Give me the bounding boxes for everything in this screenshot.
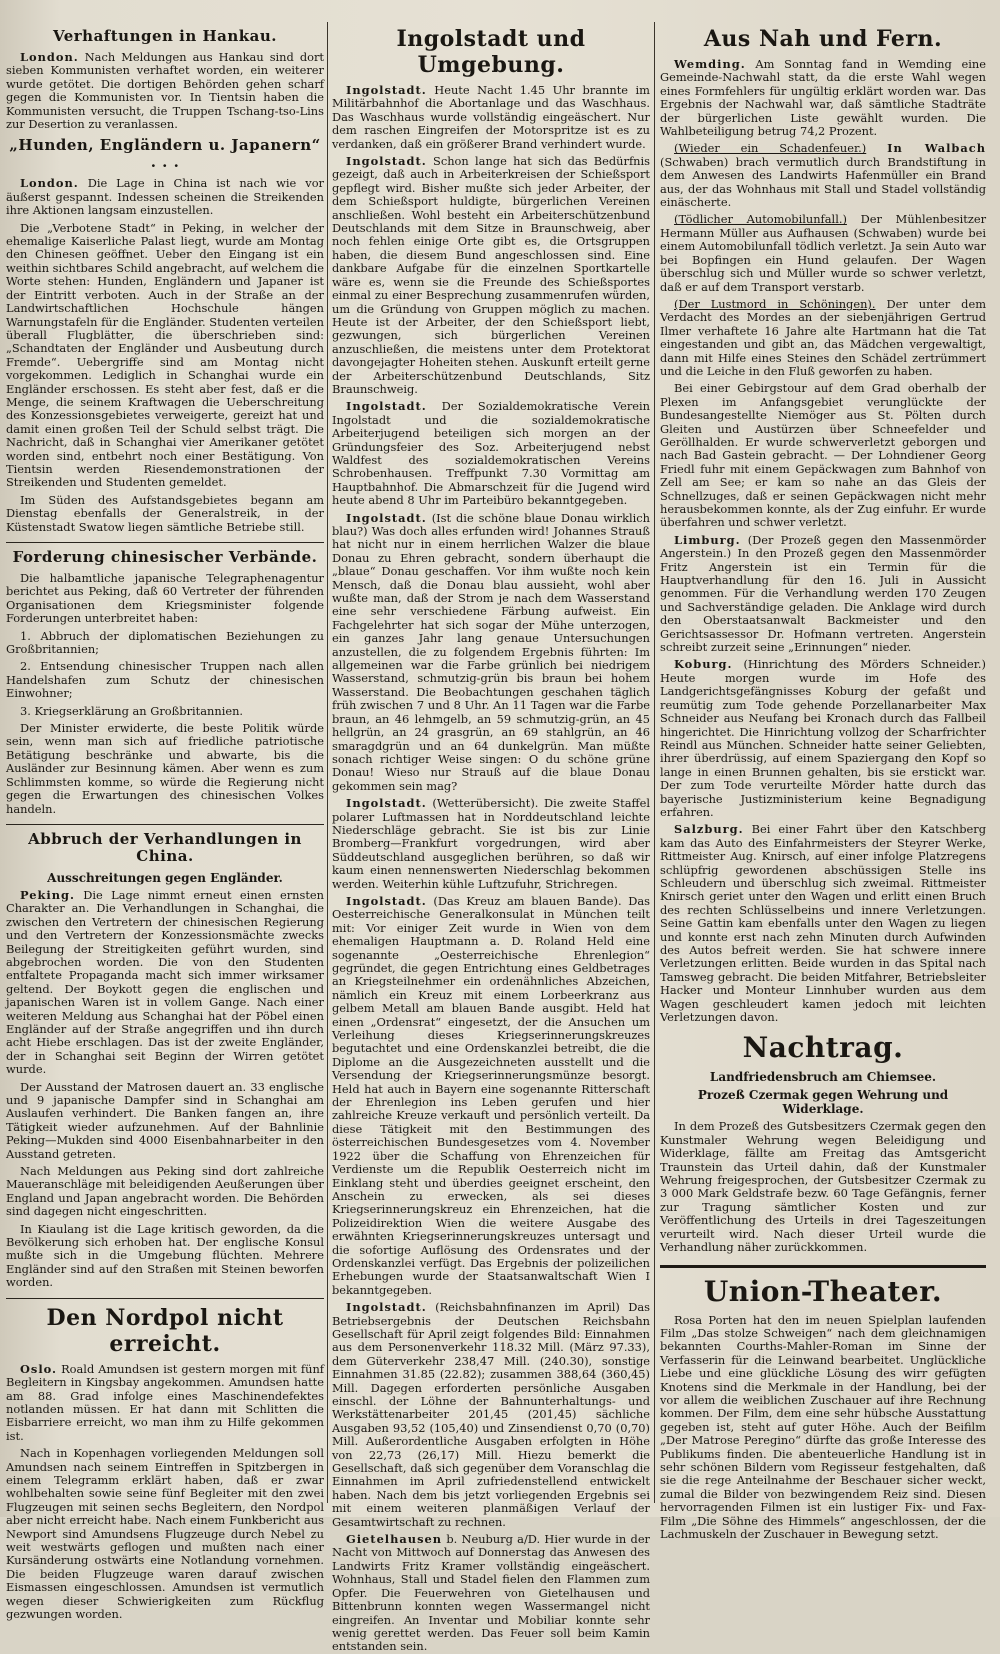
headline-nordpol: Den Nordpol nicht erreicht.	[46, 1304, 284, 1357]
dateline: Ingolstadt.	[346, 510, 427, 525]
dateline: Limburg.	[674, 532, 741, 547]
news-item: Wemding. Am Sonntag fand in Wemding eine Gemeinde-Nachwahl statt, da die erste Wahl wegen eines Formfehlers für ungültig erklärt worden war. Das Ergebnis der Nachwahl war, daß sämtliche Stadträte der bürgerlichen Liste gewählt wurden. Die Wahlbeteiligung betrug 74,2 Prozent.	[660, 57, 986, 139]
article-paragraph: In dem Prozeß des Gutsbesitzers Czermak gegen den Kunstmaler Wehrung wegen Beleidigung und Widerklage, fällte am Freitag das Amtsgericht Traunstein das Urteil dahin, daß der Kunstmaler Wehrung freigesprochen, der Gutsbesitzer Czermak zu 3 000 Mark Geldstrafe bezw. 60 Tage Gefängnis, ferner zur Tragung sämtlicher Kosten und zur Veröffentlichung des Urteils in drei Tageszeitungen verurteilt wird. Nach dieser Urteil wurde die Verhandlung näher zurückkommen.	[660, 1119, 986, 1255]
article-paragraph: London. Nach Meldungen aus Hankau sind dort sieben Kommunisten verhaftet worden, ein weiterer wurde getötet. Die dortigen Behörden gehen scharf gegen die Kommunisten vor. In Tientsin haben die Kommunisten versucht, die Truppen Tschang-tso-Lins zur Desertion zu veranlassen.	[6, 50, 324, 132]
article-separator	[660, 1265, 986, 1268]
dateline: In Walbach	[887, 141, 986, 156]
subheadline: Prozeß Czermak gegen Wehrung und Widerklage.	[697, 1088, 949, 1117]
headline-hunden: „Hunden, Engländern u. Japanern“ . . .	[9, 136, 321, 172]
column-left	[6, 22, 324, 1621]
article-paragraph: Nach Meldungen aus Peking sind dort zahlreiche Maueranschläge mit beleidigenden Aeußerungen über England und Japan angebracht worden. Die Behörden sind dagegen nicht eingeschritten.	[6, 1164, 324, 1219]
news-item: Bei einer Gebirgstour auf dem Grad oberhalb der Plexen im Anfangsgebiet verunglückte der Bundesangestellte Niemöger aus St. Pölten durch Gleiten und Austürzen über Schneefelder und Geröllhalden. Er wurde schwerverletzt geborgen und nach Bad Gastein gebracht. — Der Lohndiener Georg Friedl fuhr mit einem Gepäckwagen zum Bahnhof von Zell am See; er kam so nahe an das Gleis der Schnellzuges, daß er seinen Gepäckwagen nicht mehr herausbekommen konnte, als der Zug einfuhr. Er wurde überfahren und schwer verletzt.	[660, 381, 986, 530]
column-rule	[327, 22, 328, 1503]
list-item: 1. Abbruch der diplomatischen Beziehungen zu Großbritannien;	[6, 628, 324, 657]
column-right	[660, 22, 987, 1541]
column-rule	[654, 22, 655, 1503]
article-paragraph: London. Die Lage in China ist nach wie vor äußerst gespannt. Indessen scheinen die Streikenden ihre Aktionen langsam einzustellen.	[6, 176, 324, 218]
news-item: Ingolstadt. (Ist die schöne blaue Donau wirklich blau?) Was doch alles erfunden wird! Johannes Strauß hat nicht nur in einem herrlichen Walzer die blaue Donau zu Ehren gebracht, sondern überhaupt die „blaue“ Donau geschaffen. Vor ihm wußte noch kein Mensch, daß die Donau blau aussieht, wohl aber wußte man, daß der Strom je nach dem Wasserstand eine sehr verschiedene Färbung aufweist. Ein Fachgelehrter hat sich sogar der Mühe unterzogen, ein ganzes Jahr lang genaue Untersuchungen anzustellen, die zu folgendem Ergebnis führten: Im allgemeinen war die Farbe grünlich bei niedrigem Wasserstand, schmutzig-grün bis braun bei hohem Wasserstand. Die Beobachtungen geschahen täglich früh zwischen 7 und 8 Uhr. An 11 Tagen war die Farbe braun, an 46 lehmgelb, an 59 schmutzig-grün, an 45 hellgrün, an 24 grasgrün, an 69 stahlgrün, an 46 smaragdgrün und an 64 dunkelgrün. Man müßte sonach richtiger Weise singen: O du schöne grüne Donau! Wieso nur Strauß auf die blaue Donau gekommen sein mag?	[332, 510, 650, 793]
dateline: Ingolstadt.	[346, 1300, 427, 1315]
article-paragraph: Der Minister erwiderte, die beste Politik würde sein, wenn man sich auf friedliche patriotische Betätigung beschränke und abwarte, bis die Ausländer zur Besinnung kämen. Aber wenn es zum Schlimmsten komme, so würde die Regierung nicht gegen die Erwartungen des chinesischen Volkes handeln.	[6, 721, 324, 816]
dateline: Salzburg.	[674, 822, 744, 837]
news-item: Ingolstadt. (Das Kreuz am blauen Bande). Das Oesterreichische Generalkonsulat in München teilt mit: Vor einiger Zeit wurde in Wien von dem ehemaligen Hauptmann a. D. Roland Held eine sogenannte „Oesterreichische Ehrenlegion“ gegründet, die gegen Entrichtung eines Geldbetrages an Kriegsteilnehmer ein ordenähnliches Abzeichen, nämlich ein Kreuz mit einem Lorbeerkranz aus gelbem Metall am blauen Bande ausgibt. Held hat einen „Ordensrat“ eingesetzt, der die Ansuchen um Verleihung dieses Kriegserinnerungskreuzes begutachtet und eine Ordenskanzlei betreibt, die die Diplome an die Ausgezeichneten ausstellt und die Versendung der Kriegserinnerungsmünze besorgt. Held hat auch in Bayern eine sogenannte Ritterschaft der Ehrenlegion ins Leben gerufen und hier zahlreiche Kreuze verkauft und persönlich verteilt. Da diese Tätigkeit mit den Bestimmungen des österreichischen Bundesgesetzes vom 4. November 1922 über die Schaffung von Ehrenzeichen für Verdienste um die Republik Oesterreich nicht im Einklang steht und überdies geeignet erscheint, den Anschein zu erwecken, als sei dieses Kriegserinnerungskreuz ein Ehrenzeichen, hat die Polizeidirektion Wien die weitere Ausgabe des erwähnten Kriegserinnerungskreuzes untersagt und die sofortige Auflösung des Ordensrates und der Ordenskanzlei verfügt. Das Ergebnis der polizeilichen Erhebungen wurde der Staatsanwaltschaft Wien I bekanntgegeben.	[332, 893, 650, 1297]
news-item: Limburg. (Der Prozeß gegen den Massenmörder Angerstein.) In den Prozeß gegen den Massenmörder Fritz Angerstein ist ein Termin für die Hauptverhandlung für den 16. Juli in Aussicht genommen. Für die Verhandlung werden 170 Zeugen und Sachverständige geladen. Die Anklage wird durch den Oberstaatsanwalt Backmeister und den Gerichtsassessor Dr. Hofmann vertreten. Angerstein schreibt zurzeit seine „Erinnungen“ nieder.	[660, 532, 986, 655]
news-item: (Wieder ein Schadenfeuer.) In Walbach (Schwaben) brach vermutlich durch Brandstiftung in dem Anwesen des Landwirts Hafenmüller ein Brand aus, der das Wohnhaus mit Stall und Stadel vollständig einäscherte.	[660, 141, 986, 210]
headline-union-theater: Union-Theater.	[703, 1274, 943, 1308]
dateline: Wemding.	[674, 57, 746, 71]
article-paragraph: Oslo. Roald Amundsen ist gestern morgen mit fünf Begleitern in Kingsbay angekommen. Amundsen hatte am 88. Grad infolge eines Maschinendefektes notlanden müssen. Er hat dann mit Schlitten die Eisbarriere erreicht, wo man ihm zu Hilfe gekommen ist.	[6, 1361, 324, 1443]
article-separator	[6, 542, 324, 543]
article-paragraph: Die halbamtliche japanische Telegraphenagentur berichtet aus Peking, daß 60 Vertreter der führenden Organisationen dem Kriegsminister folgende Forderungen unterbreitet haben:	[6, 571, 324, 626]
headline-nachtrag: Nachtrag.	[742, 1031, 904, 1065]
article-separator	[6, 824, 324, 825]
news-item: (Der Lustmord in Schöningen). Der unter dem Verdacht des Mordes an der siebenjährigen Gertrud Ilmer verhaftete 16 Jahre alte Hartmann hat die Tat eingestanden und gibt an, das Mädchen vergewaltigt, dann mit Hilfe eines Steines den Schädel zertrümmert und die Leiche in den Fluß geworfen zu haben.	[660, 296, 986, 378]
dateline: London.	[20, 50, 79, 64]
headline-hankau: Verhaftungen in Hankau.	[52, 27, 278, 45]
column-middle	[332, 22, 651, 1654]
news-item: Ingolstadt. Heute Nacht 1.45 Uhr brannte im Militärbahnhof die Abortanlage und das Waschhaus. Das Waschhaus wurde vollständig eingeäschert. Nur dem raschen Eingreifen der Motorspritze ist es zu verdanken, daß ein größerer Brand verhindert wurde.	[332, 83, 650, 151]
section-title-ingolstadt: Ingolstadt und Umgebung.	[396, 26, 586, 78]
subheadline: Landfriedensbruch am Chiemsee.	[709, 1070, 937, 1085]
article-separator	[6, 1298, 324, 1299]
article-paragraph: Peking. Die Lage nimmt erneut einen ernsten Charakter an. Die Verhandlungen in Schanghai, die zwischen den Vertretern der chinesischen Regierung und den Vertretern der Konzessionsmächte zwecks Beilegung der Streitigkeiten geführt wurden, sind abgebrochen worden. Die von den Studenten entfaltete Propaganda macht sich immer wirksamer geltend. Der Boykott gegen die englischen und japanischen Waren ist in vollem Gange. Nach einer weiteren Meldung aus Schanghai hat der Pöbel einen Engländer auf der Straße angegriffen und ihn durch acht Hiebe erschlagen. Das ist der zweite Engländer, der in Schanghai seit Beginn der Wirren getötet wurde.	[6, 887, 324, 1077]
list-item: 2. Entsendung chinesischer Truppen nach allen Handelshafen zum Schutz der chinesischen Einwohner;	[6, 659, 324, 701]
dateline: London.	[20, 176, 79, 191]
news-item: Gietelhausen b. Neuburg a/D. Hier wurde in der Nacht von Mittwoch auf Donnerstag das Anwesen des Landwirts Fritz Kramer vollständig eingeäschert. Wohnhaus, Stall und Stadel fielen den Flammen zum Opfer. Die Feuerwehren von Gietelhausen und Bittenbrunn konnten wegen Wassermangel nicht eingreifen. An Inventar und Mobiliar konnte sehr wenig gerettet werden. Das Feuer soll beim Kamin entstanden sein.	[332, 1532, 651, 1654]
dateline: Ingolstadt.	[346, 796, 427, 811]
dateline: Peking.	[20, 887, 75, 902]
news-item: Ingolstadt. Der Sozialdemokratische Verein Ingolstadt und die sozialdemokratische Arbeiterjugend beteiligen sich morgen an der Gründungsfeier des Soz. Arbeiterjugend nebst Waldfest des sozialdemokratischen Vereins Schrobenhausen. Treffpunkt 7.30 Vormittag am Hauptbahnhof. Die Abmarschzeit für die Jugend wird heute abend 8 Uhr im Parteibüro bekanntgegeben.	[332, 399, 650, 508]
subheadline: Ausschreitungen gegen Engländer.	[47, 870, 283, 885]
news-item: Ingolstadt. (Reichsbahnfinanzen im April) Das Betriebsergebnis der Deutschen Reichsbahn Gesellschaft für April zeigt folgendes Bild: Einnahmen aus dem Personenverkehr 118.32 Mill. (März 97.33), dem Güterverkehr 238,47 Mill. (240.30), sonstige Einnahmen 31.85 (22.82); zusammen 388,64 (360,45) Mill. Dagegen erforderten persönliche Ausgaben einschl. der Löhne der Bahnunterhaltungs- und Werkstättenarbeiter 201,45 (201,45) sächliche Ausgaben 93,52 (105,40) und Zinsendienst 0,70 (0,70) Mill. Außerordentliche Ausgaben erfolgten in Höhe von 22,73 (26,17) Mill. Hiezu bemerkt die Gesellschaft, daß sich gegenüber dem Voranschlag die Einnahmen im April zufriedenstellend entwickelt haben. Nach dem bis jetzt vorliegenden Ergebnis sei mit einem weiteren planmäßigen Verlauf der Gesamtwirtschaft zu rechnen.	[332, 1300, 650, 1529]
news-item: Ingolstadt. (Wetterübersicht). Die zweite Staffel polarer Luftmassen hat in Norddeutschland leichte Niederschläge gebracht. Sie ist bis zur Linie Bromberg—Frankfurt vorgedrungen, wird aber Süddeutschland ausgeglichen berühren, so daß wir kaum einen nennenswerten Niederschlag bekommen werden. Weiterhin kühle Luftzufuhr, Strichregen.	[332, 796, 650, 891]
news-item: Salzburg. Bei einer Fahrt über den Katschberg kam das Auto des Einfahrmeisters der Steyrer Werke, Rittmeister Aug. Knirsch, auf einer infolge Platzregens schlüpfrig gewordenen abschüssigen Stelle ins Schleudern und überschlug sich zweimal. Rittmeister Knirsch geriet unter den Wagen und erlitt einen Bruch des rechten Schlüsselbeins und innere Verletzungen. Seine Gattin kam ebenfalls unter den Wagen zu liegen und konnte erst nach zehn Minuten durch Aufwinden des Autos befreit werden. Sie hat schwere innere Verletzungen erlitten. Beide wurden in das Spital nach Tamsweg gebracht. Die beiden Mitfahrer, Betriebsleiter Hacker und Monteur Linnhuber wurden aus dem Wagen geschleudert kamen jedoch mit leichten Verletzungen davon.	[660, 822, 986, 1025]
article-paragraph: Die „Verbotene Stadt“ in Peking, in welcher der ehemalige Kaiserliche Palast liegt, wurde am Montag den Chinesen geöffnet. Ueber den Eingang ist ein weithin sichtbares Schild angebracht, auf welchem die Worte stehen: Hunden, Engländern und Japaner ist der Eintritt verboten. Auch in der Straße an der Landwirtschaftlichen Hochschule hängen Warnungstafeln für die Engländer. Studenten verteilen überall Flugblätter, die überschrieben sind: „Schandtaten der Engländer und Ausbeutung durch Fremde“. Uebergriffe sind am Montag nicht vorgekommen. Lediglich in Schanghai wurde ein Engländer erschossen. Es steht aber fest, daß er die Menge, die seinem Kraftwagen die Ueberschreitung des Konzessionsgebietes verweigerte, gereizt hat und damit einen großen Teil der Schuld selbst trägt. Die Nachricht, daß in Schanghai vier Amerikaner getötet worden sind, entbehrt noch einer Bestätigung. Von Tientsin werden Riesendemonstrationen der Streikenden und Studenten gemeldet.	[6, 220, 324, 490]
article-paragraph: In Kiaulang ist die Lage kritisch geworden, da die Bevölkerung sich erhoben hat. Der englische Konsul mußte sich in die Umgebung flüchten. Mehrere Engländer sind auf den Straßen mit Steinen beworfen worden.	[6, 1221, 324, 1290]
news-item: Koburg. (Hinrichtung des Mörders Schneider.) Heute morgen wurde im Hofe des Landgerichtsgefängnisses Koburg der gefaßt und reumütig zum Tode gehende Porzellanarbeiter Max Schneider aus Neufang bei Kronach durch das Fallbeil hingerichtet. Die Hinrichtung vollzog der Scharfrichter Reindl aus München. Schneider hatte seiner Geliebten, ihrer überdrüssig, auf einem Spaziergang den Kopf so lange in einen Brunnen gehalten, bis sie erstickt war. Der zum Tode verurteilte Mörder hatte durch das bayerische Justizministerium keine Begnadigung erfahren.	[660, 657, 986, 819]
article-paragraph: Der Ausstand der Matrosen dauert an. 33 englische und 9 japanische Dampfer sind in Schanghai am Auslaufen verhindert. Die Banken fangen an, ihre Tätigkeit wieder aufzunehmen. Auf der Bahnlinie Peking—Mukden sind 4000 Eisenbahnarbeiter in den Ausstand getreten.	[6, 1079, 324, 1161]
section-title-nah-fern: Aus Nah und Fern.	[703, 26, 943, 52]
news-item: Ingolstadt. Schon lange hat sich das Bedürfnis gezeigt, daß auch in Arbeiterkreisen der Schießsport gepflegt wird. Bisher mußte sich jeder Arbeiter, der dem Schießsport huldigte, bürgerlichen Vereinen anschließen. Wohl besteht ein Arbeiterschützenbund Deutschlands mit dem Sitze in Braunschweig, aber noch fehlen einige Orte gibt es, die Ortsgruppen haben, die diesem Bund angeschlossen sind. Eine dankbare Aufgabe für die einzelnen Sportkartelle wäre es, wenn sie die Freunde des Schießsportes einmal zu einer Besprechung zusammenrufen würden, um die Gründung von Gruppen möglich zu machen. Heute ist der Arbeiter, der den Schießsport liebt, gezwungen, sich bürgerlichen Vereinen anzuschließen, die meistens unter dem Protektorat davongejagter Hoheiten stehen. Auskunft erteilt gerne der Arbeiterschützenbund Deutschlands, Sitz Braunschweig.	[332, 154, 650, 396]
article-paragraph: Im Süden des Aufstandsgebietes begann am Dienstag ebenfalls der Generalstreik, in der Küstenstadt Swatow liegen sämtliche Betriebe still.	[6, 492, 324, 534]
headline-abbruch: Abbruch der Verhandlungen in China.	[28, 829, 302, 865]
news-item: (Tödlicher Automobilunfall.) Der Mühlenbesitzer Hermann Müller aus Aufhausen (Schwaben) wurde bei einem Automobilunfall tödlich verletzt. Ja sein Auto war bei Bopfingen ein Hund gelaufen. Der Wagen überschlug sich und Müller wurde so schwer verletzt, daß er auf dem Transport verstarb.	[660, 212, 987, 294]
article-paragraph: Nach in Kopenhagen vorliegenden Meldungen soll Amundsen nach seinem Eintreffen in Spitzbergen in einem Telegramm erklärt haben, daß er zwar wohlbehalten sowie seine fünf Begleiter mit den zwei Flugzeugen mit seinen sechs Begleitern, den Nordpol aber nicht erreicht habe. Nach einem Funkbericht aus Newport sind Amundsens Flugzeuge durch Nebel zu weit westwärts geflogen und mußten nach einer Kursänderung ostwärts eine Notlandung vornehmen. Die beiden Flugzeuge waren darauf zwischen Eismassen eingeschlossen. Amundsen ist vermutlich wegen dieser Schwierigkeiten zum Rückflug gezwungen worden.	[6, 1446, 324, 1621]
article-paragraph: Rosa Porten hat den im neuen Spielplan laufenden Film „Das stolze Schweigen“ nach dem gleichnamigen bekannten Courths-Mahler-Roman im Sinne der Verfasserin für die Leinwand bearbeitet. Unglückliche Liebe und eine glückliche Lösung des wirr gefügten Knotens sind die Merkmale in der Handlung, bei der vor allem die weiblichen Zuschauer auf ihre Rechnung kommen. Der Film, dem eine sehr hübsche Ausstattung gegeben ist, steht auf guter Höhe. Auch der Beifilm „Der Matrose Peregino“ dürfte das große Interesse des Publikums finden. Die abenteuerliche Handlung ist in sehr schönen Bildern vom Regisseur festgehalten, daß sie die rege Anteilnahme der Beschauer sicher weckt, zumal die Bilder von bezwingendem Reiz sind. Diesen hervorragenden Filmen ist ein lustiger Fix- und Fax-Film „Die Söhne des Himmels“ angeschlossen, der die Lachmuskeln der Zuschauer in Bewegung setzt.	[660, 1312, 986, 1541]
dateline: Ingolstadt.	[346, 83, 427, 97]
headline-forderung: Forderung chinesischer Verbände.	[12, 548, 318, 566]
dateline: Koburg.	[674, 657, 733, 672]
dateline: Ingolstadt.	[346, 399, 427, 414]
dateline: Gietelhausen	[346, 1532, 443, 1547]
dateline: Oslo.	[20, 1361, 58, 1376]
dateline: Ingolstadt.	[346, 154, 427, 169]
list-item: 3. Kriegserklärung an Großbritannien.	[20, 703, 244, 718]
dateline: Ingolstadt.	[346, 893, 427, 908]
